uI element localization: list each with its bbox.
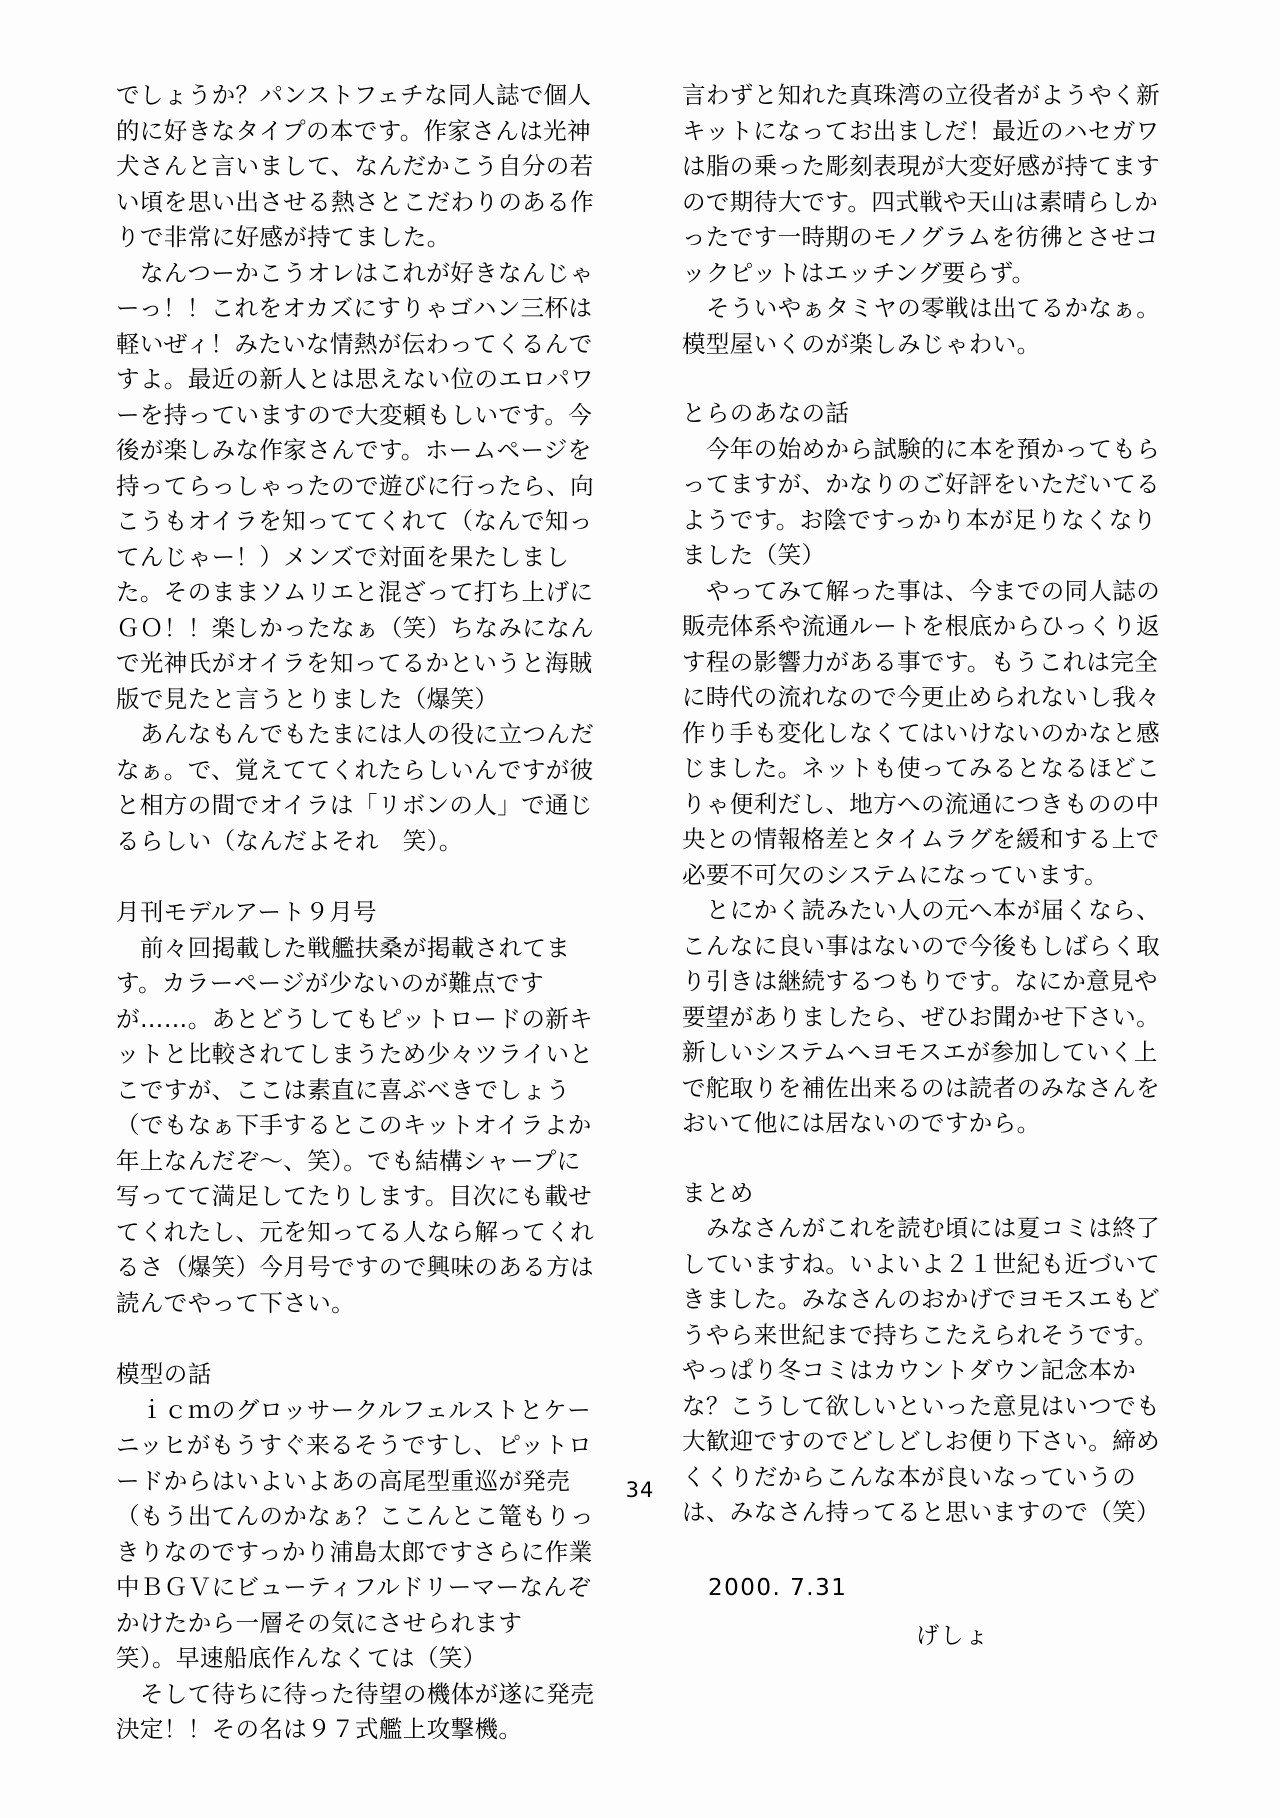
section-heading-model-art: 月刊モデルアート９月号 (116, 898, 378, 926)
paragraph: ｉｃｍのグロッサークルフェルストとケーニッヒがもうすぐ来るそうですし、ピットロードからはいよいよあの高尾型重巡が発売（もう出てんのかなぁ？ここんとこ篭もりっきりなのですっかり浦島太郎ですさらに作業中ＢＧＶにビューティフルドリーマーなんぞかけたから一層その気にさせられます 笑）。早速船底作んなくては（笑） (116, 1395, 594, 1672)
section-heading-toranoana: とらのあなの話 (682, 399, 850, 427)
paragraph: みなさんがこれを読む頃には夏コミは終了していますね。いよいよ２１世紀も近づいてきました。みなさんのおかげでヨモスエもどうやら来世紀まで持ちこたえられそうです。やっぱり冬コミはカウントダウン記念本かな？こうして欲しいといった意見はいつでも大歓迎ですのでどしどしお便り下さい。締めくくりだからこんな本が良いなっていうのは、みなさん持ってると思いますので（笑） (682, 1214, 1161, 1526)
paragraph: そういやぁタミヤの零戦は出てるかなぁ。模型屋いくのが楽しみじゃわい。 (682, 294, 1161, 358)
paragraph: でしょうか？パンストフェチな同人誌で個人的に好きなタイプの本です。作家さんは光神犬さんと言いまして、なんだかこう自分の若い頃を思い出させる熱さとこだわりのある作りで非常に好感が持てました。 (116, 81, 594, 251)
paragraph: あんなもんでもたまには人の役に立つんだなぁ。で、覚えててくれたらしいんですが彼と相方の間でオイラは「リボンの人」で通じるらしい（なんだよそれ 笑）。 (116, 720, 595, 855)
paragraph: なんつーかこうオレはこれが好きなんじゃーっ！！これをオカズにすりゃゴハン三杯は軽いぜィ！みたいな情熱が伝わってくるんですよ。最近の新人とは思えない位のエロパワーを持っていますので大変頼もしいです。今後が楽しみな作家さんです。ホームページを持ってらっしゃったので遊びに行ったら、向こうもオイラを知っててくれて（なんで知ってんじゃー！）メンズで対面を果たしました。そのままソムリエと混ざって打ち上げにＧＯ！！楽しかったなぁ（笑）ちなみになんで光神氏がオイラを知ってるかというと海賊版で見たと言うとりました（爆笑） (116, 258, 594, 713)
signature-author: げしょ (916, 1622, 990, 1649)
section-heading-model-talk: 模型の話 (116, 1360, 212, 1388)
paragraph: 今年の始めから試験的に本を預かってもらってますが、かなりのご好評をいただいてるようです。お陰ですっかり本が足りなくなりました（笑） (682, 434, 1161, 569)
signature-block (682, 1571, 1166, 1653)
section-spacer (116, 1321, 600, 1357)
section-spacer (116, 859, 600, 895)
signature-date: 2000. 7.31 (708, 1574, 848, 1601)
paragraph: 前々回掲載した戦艦扶桑が掲載されてます。カラーページが少ないのが難点ですが……。あとどうしてもピットロードの新キットと比較されてしまうため少々ツライいとこですが、ここは素直に喜ぶべきでしょう（でもなぁ下手するとこのキットオイラよか年上なんだぞ～、笑）。でも結構シャープに写ってて満足してたりします。目次にも載せてくれたし、元を知ってる人なら解ってくれるさ（爆笑）今月号ですので興味のある方は読んでやって下さい。 (116, 933, 594, 1317)
paragraph: とにかく読みたい人の元へ本が届くなら、こんなに良い事はないので今後もしばらく取り引きは継続するつもりです。なにか意見や要望がありましたら、ぜひお聞かせ下さい。新しいシステムへヨモスエが参加していく上で舵取りを補佐出来るのは読者のみなさんをおいて他には居ないのですから。 (682, 896, 1161, 1137)
paragraph: 言わずと知れた真珠湾の立役者がようやく新キットになってお出ましだ！最近のハセガワは脂の乗った彫刻表現が大変好感が持てますので期待大です。四式戦や天山は素晴らしかったです一時期のモノグラムを彷彿とさせコックピットはエッチング要らず。 (682, 81, 1160, 287)
section-spacer (682, 1142, 1166, 1176)
paragraph: やってみて解った事は、今までの同人誌の販売体系や流通ルートを根底からひっくり返す程の影響力がある事です。もうこれは完全に時代の流れなので今更止められないし我々作り手も変化しなくてはいけないのかなと感じました。ネットも使ってみるとなるほどこりゃ便利だし、地方への流通につきものの中央との情報格差とタイムラグを緩和する上で必要不可欠のシステムになっています。 (682, 576, 1161, 889)
paragraph: そして待ちに待った待望の機体が遂に発売決定！！その名は９７式艦上攻撃機。 (116, 1679, 595, 1743)
page-number: 34 (625, 1478, 655, 1502)
section-heading-summary: まとめ (682, 1178, 754, 1207)
section-spacer (682, 362, 1166, 396)
